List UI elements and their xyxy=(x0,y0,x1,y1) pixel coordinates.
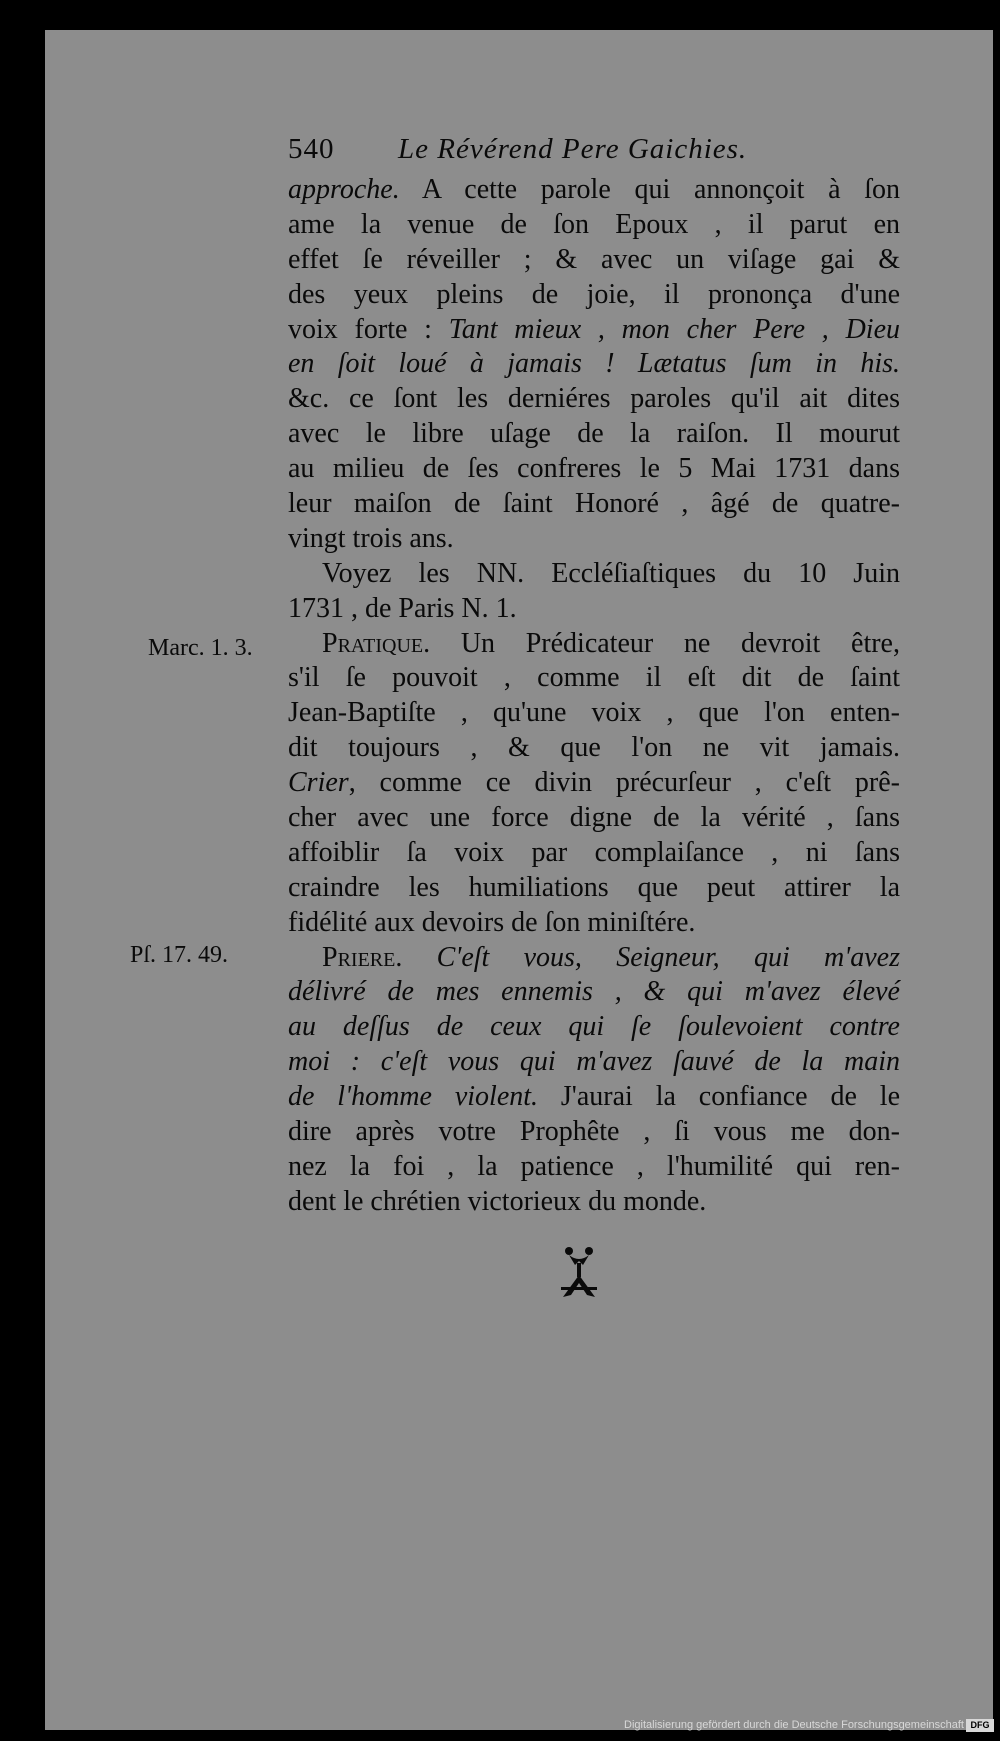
text-run: vingt trois ans. xyxy=(288,522,454,554)
text-line xyxy=(288,1115,900,1150)
fleuron-ornament-icon xyxy=(555,1245,603,1305)
text-line xyxy=(288,1080,900,1115)
text-run: Crier xyxy=(288,767,349,799)
text-run: Pratique. xyxy=(322,627,431,659)
text-line xyxy=(288,731,900,766)
text-line xyxy=(288,871,900,906)
text-run: cher avec une force digne de la vérité , ſans xyxy=(288,802,900,834)
text-run: 1731 , de Paris N. 1. xyxy=(288,592,517,624)
text-run: moi : c'eſt vous qui m'avez ſauvé de la main xyxy=(288,1046,900,1078)
dfg-logo: DFG xyxy=(966,1719,994,1732)
text-line xyxy=(288,243,900,278)
body-text xyxy=(288,173,900,1220)
margin-note-marc: Marc. 1. 3. xyxy=(148,635,253,661)
text-line xyxy=(288,417,900,452)
text-run: craindre les humiliations que peut attirer la xyxy=(288,871,900,903)
text-run: ame la venue de ſon Epoux , il parut en xyxy=(288,208,900,240)
text-line xyxy=(288,592,900,627)
text-run: avec le libre uſage de la raiſon. Il mourut xyxy=(288,418,900,450)
text-run: Un Prédicateur ne devroit être, xyxy=(430,627,900,659)
text-line xyxy=(288,347,900,382)
text-line xyxy=(288,1010,900,1045)
text-run: délivré de mes ennemis , & qui m'avez élevé xyxy=(288,976,900,1008)
text-run: des yeux pleins de joie, il prononça d'une xyxy=(288,278,900,310)
digitization-credit: Digitalisierung gefördert durch die Deutsche Forschungsgemeinschaft xyxy=(624,1719,964,1731)
text-run: Priere. xyxy=(322,941,403,973)
text-line xyxy=(288,208,900,243)
text-run: leur maiſon de ſaint Honoré , âgé de quatre- xyxy=(288,488,900,520)
text-line xyxy=(288,801,900,836)
text-line xyxy=(288,1045,900,1080)
text-line xyxy=(288,173,900,208)
text-line xyxy=(288,836,900,871)
text-run: J'aurai la confiance de le xyxy=(538,1081,900,1113)
text-run: en ſoit loué à jamais ! Lætatus ſum in his. xyxy=(288,348,900,380)
text-line xyxy=(288,278,900,313)
text-line xyxy=(288,661,900,696)
text-run: effet ſe réveiller ; & avec un viſage gai & xyxy=(288,243,900,275)
text-run: C'eſt vous, Seigneur, qui m'avez xyxy=(436,941,900,973)
text-line xyxy=(288,627,900,662)
text-line xyxy=(288,1150,900,1185)
text-line xyxy=(288,382,900,417)
text-run: dit toujours , & que l'on ne vit jamais. xyxy=(288,732,900,764)
text-line xyxy=(288,766,900,801)
text-line xyxy=(288,696,900,731)
text-run: au milieu de ſes confreres le 5 Mai 1731 dans xyxy=(288,453,900,485)
text-run: fidélité aux devoirs de ſon miniſtére. xyxy=(288,906,696,938)
text-run: au deſſus de ceux qui ſe ſoulevoient contre xyxy=(288,1011,900,1043)
text-line xyxy=(288,313,900,348)
text-run: voix forte : xyxy=(288,313,449,345)
footer-strip xyxy=(0,1731,1000,1741)
text-run: nez la foi , la patience , l'humilité qui ren- xyxy=(288,1150,900,1182)
text-run: Tant mieux , mon cher Pere , Dieu xyxy=(448,313,900,345)
page-number: 540 xyxy=(288,133,335,165)
text-run: Jean-Baptiſte , qu'une voix , que l'on enten- xyxy=(288,697,900,729)
text-line xyxy=(288,1185,900,1220)
text-line xyxy=(288,487,900,522)
text-run: A cette parole qui annonçoit à ſon xyxy=(399,174,900,205)
running-title: Le Révérend Pere Gaichies. xyxy=(398,133,748,165)
text-run xyxy=(402,942,436,973)
text-line xyxy=(288,975,900,1010)
text-run: de l'homme violent. xyxy=(288,1081,539,1113)
text-run: Voyez les NN. Eccléſiaſtiques du 10 Juin xyxy=(322,557,900,589)
text-run: approche. xyxy=(288,174,400,205)
text-run: , comme ce divin précurſeur , c'eſt prê- xyxy=(348,767,900,799)
text-line xyxy=(288,557,900,592)
text-run: affoiblir ſa voix par complaiſance , ni ſans xyxy=(288,836,900,868)
text-run: dire après votre Prophête , ſi vous me don- xyxy=(288,1116,900,1148)
text-line xyxy=(288,522,900,557)
text-line xyxy=(288,941,900,976)
page-header xyxy=(288,133,888,173)
text-line xyxy=(288,452,900,487)
text-run: &c. ce ſont les derniéres paroles qu'il ait dites xyxy=(288,383,900,415)
text-run: dent le chrétien victorieux du monde. xyxy=(288,1185,707,1217)
margin-note-psalm: Pſ. 17. 49. xyxy=(130,942,229,968)
text-line xyxy=(288,906,900,941)
text-run: s'il ſe pouvoit , comme il eſt dit de ſaint xyxy=(288,662,900,694)
